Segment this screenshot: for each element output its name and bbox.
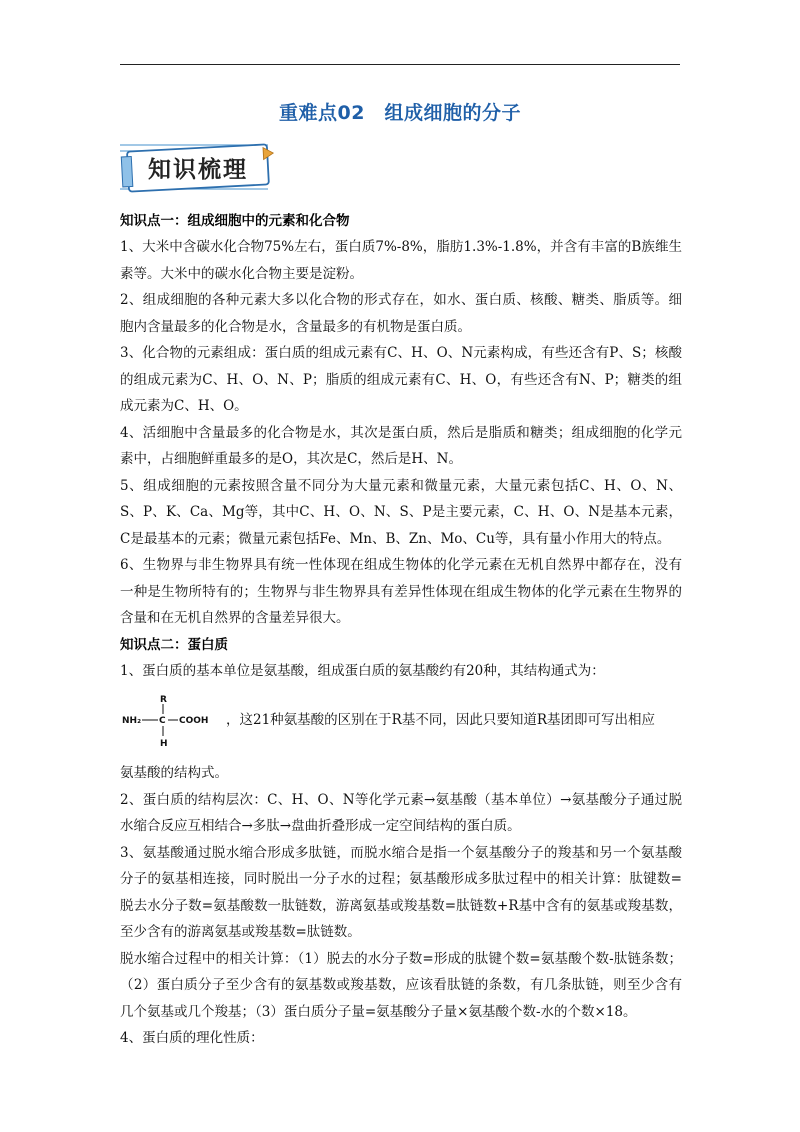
- top-rule: [120, 64, 680, 65]
- section-heading-2: 知识点二：蛋白质: [120, 636, 228, 653]
- paragraph: 3、化合物的元素组成：蛋白质的组成元素有C、H、O、N元素构成，有些还含有P、S；核酸的组成元素为C、H、O、N、P；脂质的组成元素有C、H、O，有些还含有N、P；糖类的组成元素为C、H、O。: [120, 345, 682, 414]
- amino-acid-formula-row: [120, 690, 682, 750]
- badge-label: 知识梳理: [148, 156, 248, 183]
- paragraph: 2、蛋白质的结构层次：C、H、O、N等化学元素→氨基酸（基本单位）→氨基酸分子通过脱水缩合反应互相结合→多肽→盘曲折叠形成一定空间结构的蛋白质。: [120, 791, 682, 834]
- formula-cooh: COOH: [179, 716, 209, 726]
- formula-h: H: [160, 739, 168, 749]
- section-heading-1: 知识点一：组成细胞中的元素和化合物: [120, 213, 350, 229]
- paragraph: 3、氨基酸通过脱水缩合形成多肽链，而脱水缩合是指一个氨基酸分子的羧基和另一个氨基酸分子的氨基相连接，同时脱出一分子水的过程；氨基酸形成多肽过程中的相关计算：肽键数=脱去水分子数=氨基酸数一肽链数，游离氨基或羧基数=肽链数+R基中含有的氨基或羧基数，至少含有的游离氨基或羧基数=肽链数。: [120, 844, 682, 940]
- formula-explanation: ，这21种氨基酸的区别在于R基不同，因此只要知道R基团即可写出相应: [226, 712, 656, 728]
- formula-nh2: NH₂: [122, 716, 142, 726]
- knowledge-badge: [118, 139, 280, 195]
- formula-r: R: [160, 695, 167, 705]
- amino-acid-structure-diagram: [120, 690, 220, 750]
- document-body: [120, 208, 682, 1052]
- paragraph: 1、大米中含碳水化合物75%左右，蛋白质7%-8%，脂肪1.3%-1.8%，并含有丰富的B族维生素等。大米中的碳水化合物主要是淀粉。: [120, 239, 682, 282]
- formula-c: C: [159, 716, 166, 726]
- paragraph: 脱水缩合过程中的相关计算：（1）脱去的水分子数=形成的肽键个数=氨基酸个数-肽链条数；（2）蛋白质分子至少含有的氨基数或羧基数，应该看肽链的条数，有几条肽链，则至少含有几个氨基或几个羧基；（3）蛋白质分子量=氨基酸分子量×氨基酸个数-水的个数×18。: [120, 950, 682, 1020]
- paragraph: 4、活细胞中含量最多的化合物是水，其次是蛋白质，然后是脂质和糖类；组成细胞的化学元素中，占细胞鲜重最多的是O，其次是C，然后是H、N。: [120, 424, 682, 467]
- paragraph: 氨基酸的结构式。: [120, 765, 228, 781]
- paragraph: 6、生物界与非生物界具有统一性体现在组成生物体的化学元素在无机自然界中都存在，没有一种是生物所特有的；生物界与非生物界具有差异性体现在组成生物体的化学元素在生物界的含量和在无机自然界的含量差异很大。: [120, 557, 682, 626]
- paragraph: 4、蛋白质的理化性质：: [120, 1030, 264, 1046]
- paragraph: 5、组成细胞的元素按照含量不同分为大量元素和微量元素，大量元素包括C、H、O、N、S、P、K、Ca、Mg等，其中C、H、O、N、S、P是主要元素，C、H、O、N是基本元素，C是最基本的元素；微量元素包括Fe、Mn、B、Zn、Mo、Cu等，具有量小作用大的特点。: [120, 477, 682, 547]
- page-title: 重难点02 组成细胞的分子: [279, 102, 521, 124]
- paragraph: 2、组成细胞的各种元素大多以化合物的形式存在，如水、蛋白质、核酸、糖类、脂质等。细胞内含量最多的化合物是水，含量最多的有机物是蛋白质。: [120, 292, 682, 335]
- paragraph: 1、蛋白质的基本单位是氨基酸，组成蛋白质的氨基酸约有20种，其结构通式为：: [120, 662, 605, 679]
